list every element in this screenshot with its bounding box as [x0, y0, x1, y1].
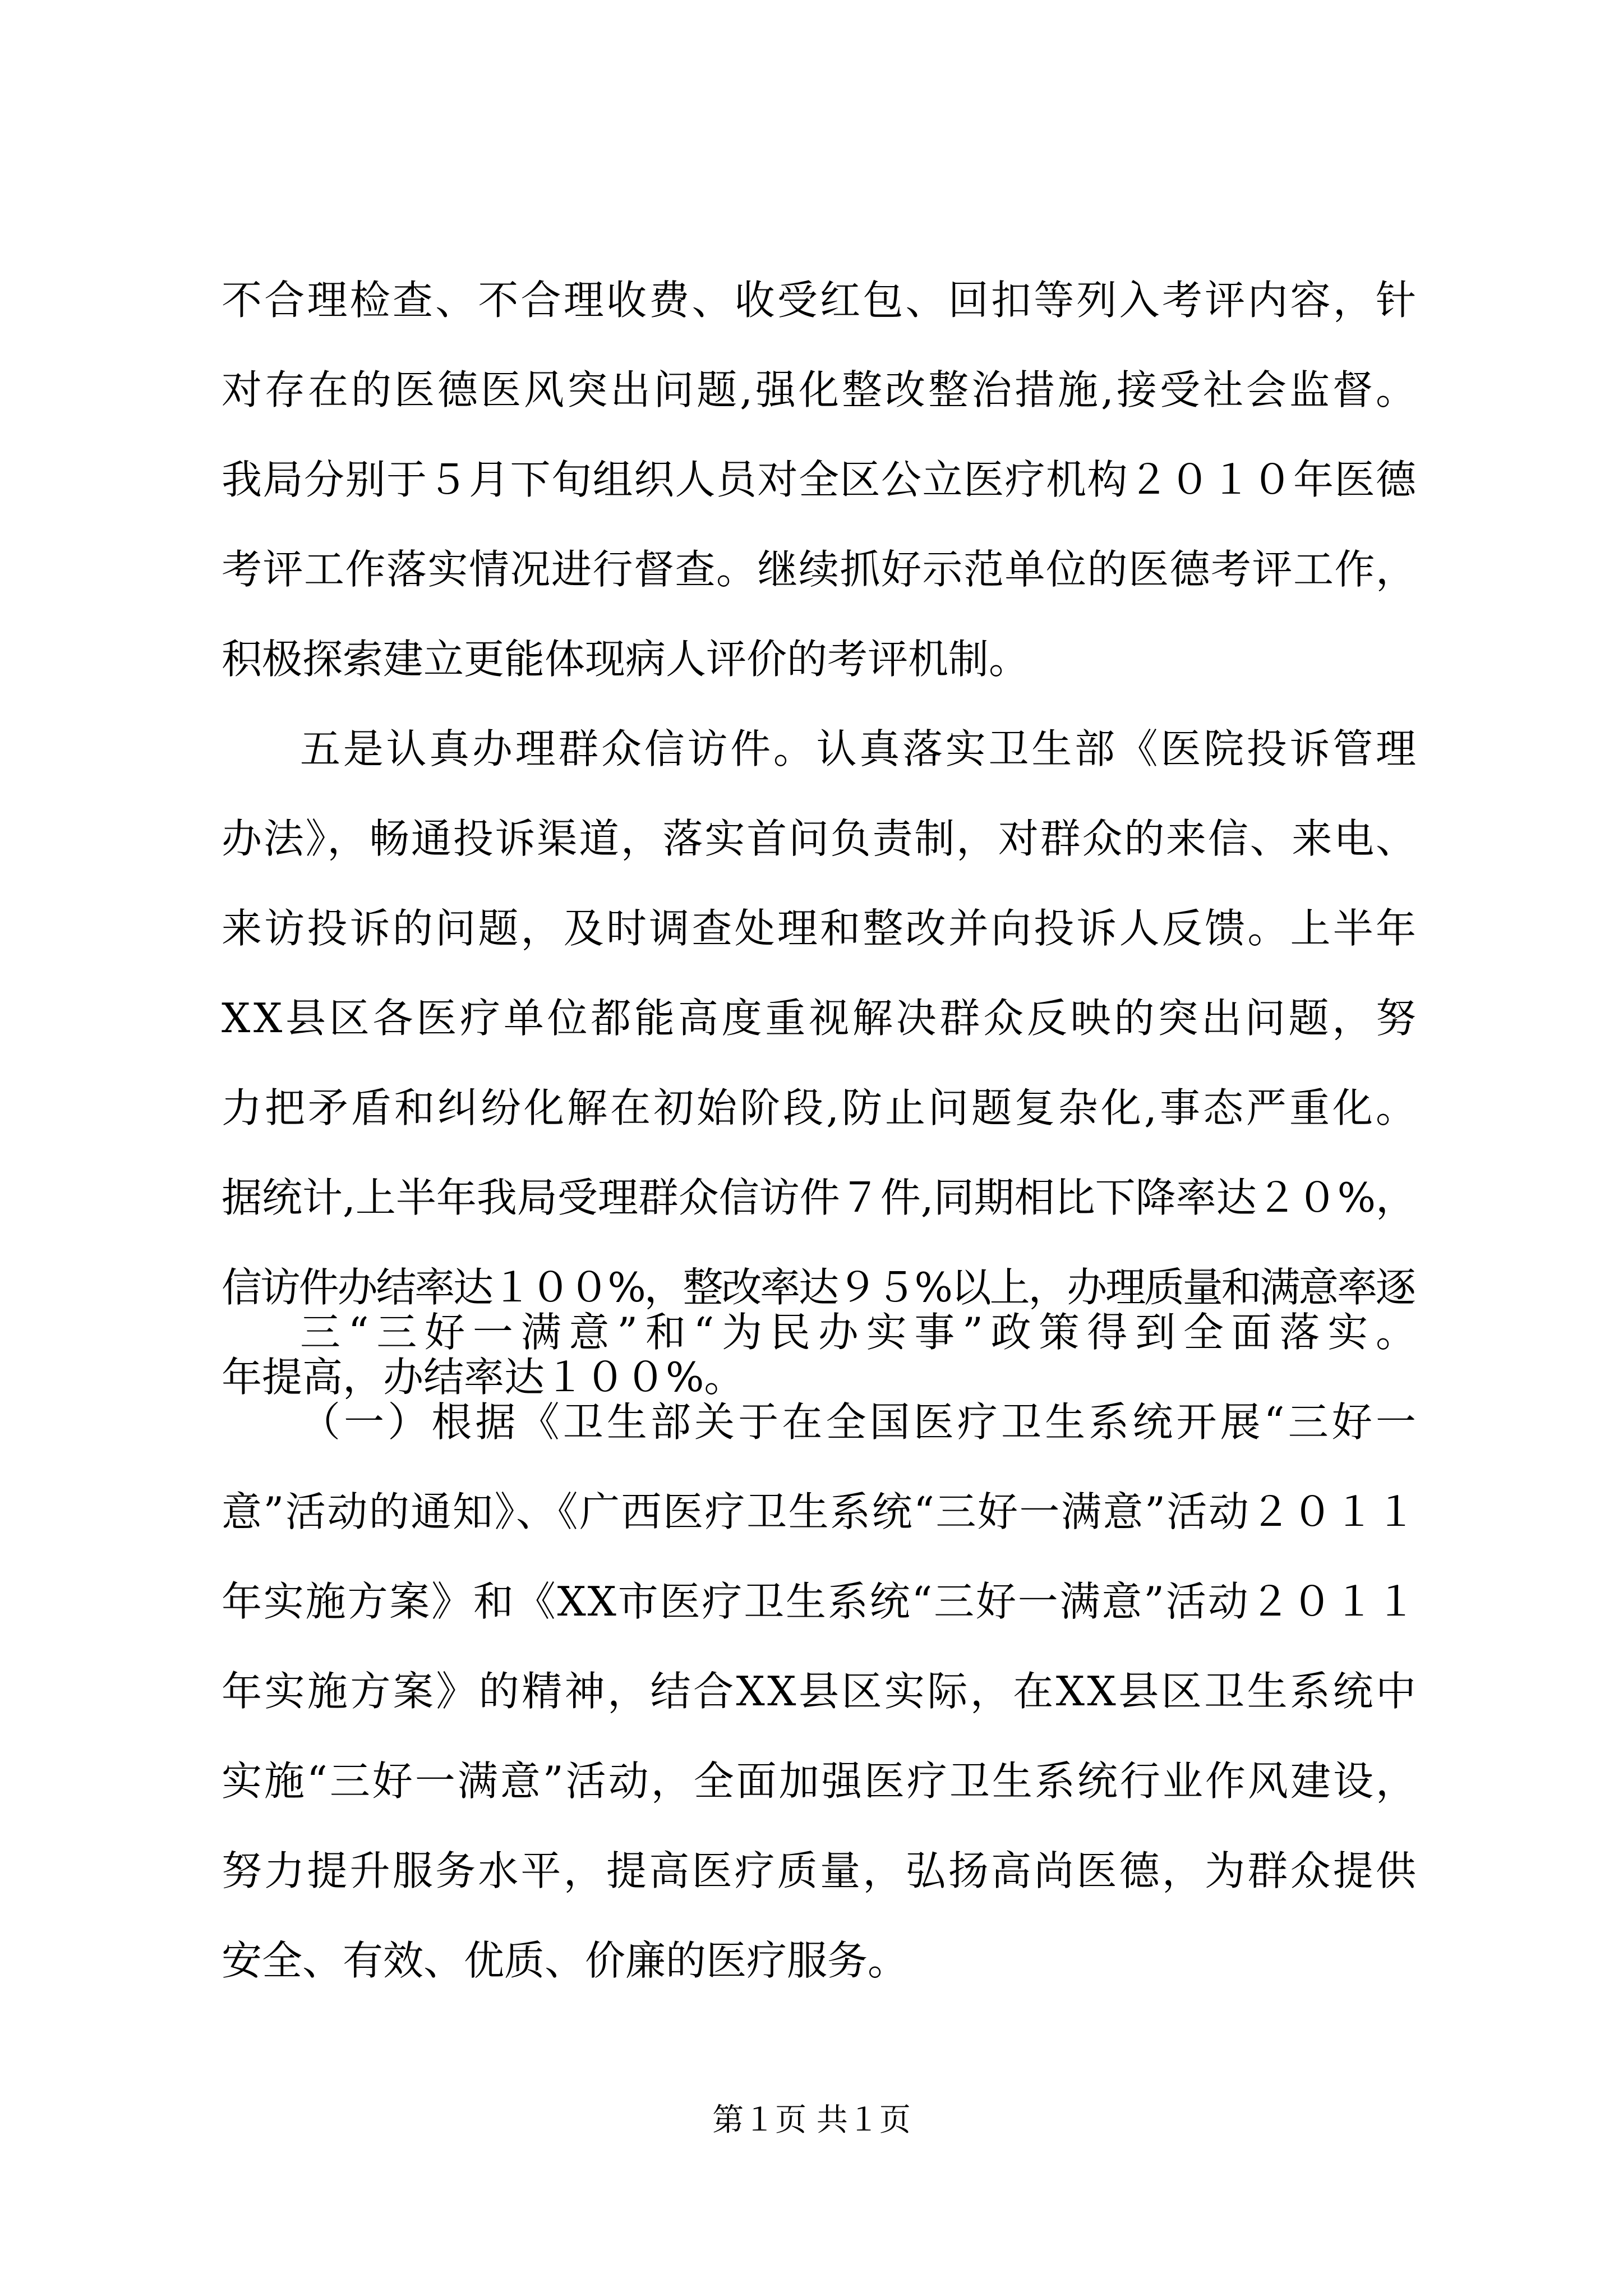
text-line — [0, 1077, 1623, 1139]
text-line-content: 来访投诉的问题，及时调查处理和整改并向投诉人反馈。上半年 — [222, 905, 1419, 952]
text-line-content: 考评工作落实情况进行督查。继续抓好示范单位的医德考评工作， — [222, 546, 1417, 593]
text-line-content: 信访件办结率达１００%，整改率达９５%以上，办理质量和满意率逐 — [222, 1264, 1414, 1311]
text-line-content: 安全、有效、优质、价廉的医疗服务。 — [222, 1937, 909, 1984]
text-line-content: 积极探索建立更能体现病人评价的考评机制。 — [222, 636, 1030, 683]
text-line-content: 不合理检查、不合理收费、收受红包、回扣等列入考评内容，针 — [222, 277, 1419, 324]
text-line — [0, 1167, 1623, 1228]
paragraph-first-line — [0, 1391, 1623, 1453]
text-line — [0, 449, 1623, 510]
text-line — [0, 1750, 1623, 1812]
text-line-content: 对存在的医德医风突出问题,强化整改整治措施,接受社会监督。 — [222, 366, 1419, 413]
text-line-content: （一）根据《卫生部关于在全国医疗卫生系统开展“三好一 — [300, 1398, 1420, 1446]
text-line-content: 年实施方案》的精神，结合XX县区实际，在XX县区卫生系统中 — [222, 1668, 1419, 1715]
text-line — [0, 1840, 1623, 1902]
text-line — [0, 1930, 1623, 1991]
text-line — [0, 1571, 1623, 1632]
text-line-content: 据统计,上半年我局受理群众信访件７件,同期相比下降率达２０%， — [222, 1174, 1416, 1221]
text-line-content: 我局分别于５月下旬组织人员对全区公立医疗机构２０１０年医德 — [222, 456, 1417, 503]
text-line — [0, 898, 1623, 959]
text-line-content: 实施“三好一满意”活动，全面加强医疗卫生系统行业作风建设， — [222, 1757, 1419, 1805]
text-line — [0, 1660, 1623, 1722]
text-line-content: 三“三好一满意”和“为民办实事”政策得到全面落实。 — [300, 1309, 1424, 1356]
paragraph-first-line — [0, 718, 1623, 780]
text-line — [0, 269, 1623, 331]
text-line-content: 年实施方案》和《XX市医疗卫生系统“三好一满意”活动２０１１ — [222, 1578, 1418, 1625]
text-line — [0, 628, 1623, 690]
text-line-content: 年提高，办结率达１００%。 — [222, 1354, 745, 1401]
text-line-content: 意”活动的通知》、《广西医疗卫生系统“三好一满意”活动２０１１ — [222, 1488, 1418, 1535]
text-line — [0, 1481, 1623, 1543]
text-line-content: 力把矛盾和纠纷化解在初始阶段,防止问题复杂化,事态严重化。 — [222, 1084, 1419, 1131]
page-number-footer: 第１页 共１页 — [712, 2102, 911, 2138]
text-line — [0, 539, 1623, 600]
text-line — [0, 359, 1623, 421]
section-heading — [0, 1301, 1623, 1363]
text-line-content: XX县区各医疗单位都能高度重视解决群众反映的突出问题，努 — [222, 995, 1419, 1042]
text-line-content: 努力提升服务水平，提高医疗质量，弘扬高尚医德，为群众提供 — [222, 1847, 1419, 1894]
text-line — [0, 987, 1623, 1049]
text-line — [0, 808, 1623, 869]
text-line-content: 五是认真办理群众信访件。认真落实卫生部《医院投诉管理 — [300, 725, 1419, 772]
text-line-content: 办法》，畅通投诉渠道，落实首问负责制，对群众的来信、来电、 — [222, 815, 1418, 862]
